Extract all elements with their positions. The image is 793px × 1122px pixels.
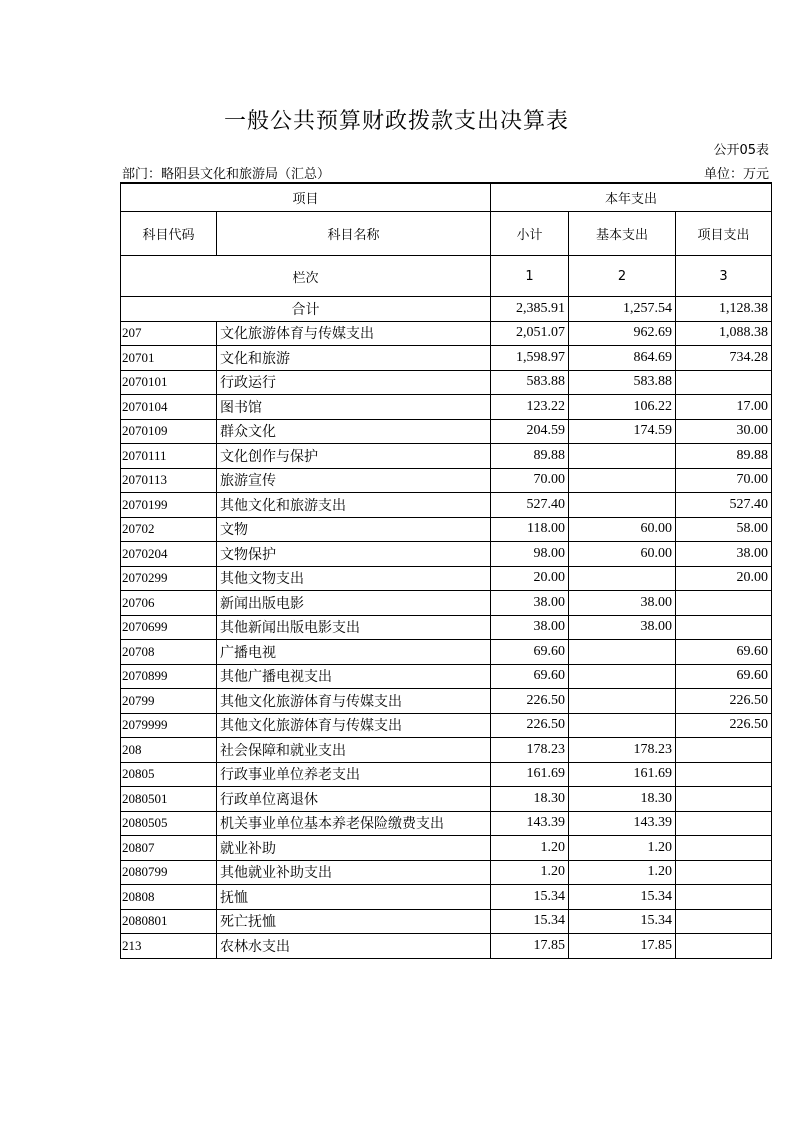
table-row — [121, 762, 772, 787]
row-subtotal: 178.23 — [491, 738, 569, 763]
row-basic — [569, 468, 676, 493]
header-col-3: 3 — [676, 256, 772, 297]
table-row — [121, 664, 772, 689]
row-basic — [569, 640, 676, 665]
row-code: 2070899 — [121, 664, 217, 689]
table-row — [121, 542, 772, 567]
row-code: 2070699 — [121, 615, 217, 640]
table-row — [121, 738, 772, 763]
row-project: 20.00 — [676, 566, 772, 591]
row-subtotal: 1.20 — [491, 836, 569, 861]
row-subtotal: 123.22 — [491, 395, 569, 420]
row-name: 广播电视 — [217, 640, 491, 665]
row-subtotal: 38.00 — [491, 615, 569, 640]
table-row — [121, 836, 772, 861]
row-name: 文物保护 — [217, 542, 491, 567]
table-row — [121, 566, 772, 591]
row-name: 旅游宣传 — [217, 468, 491, 493]
row-project — [676, 615, 772, 640]
table-row — [121, 860, 772, 885]
row-code: 20808 — [121, 885, 217, 910]
row-code: 20708 — [121, 640, 217, 665]
row-code: 2070204 — [121, 542, 217, 567]
row-project — [676, 787, 772, 812]
department-label: 部门：略阳县文化和旅游局（汇总） — [122, 167, 331, 182]
row-subtotal: 226.50 — [491, 713, 569, 738]
row-basic: 161.69 — [569, 762, 676, 787]
row-code: 2080799 — [121, 860, 217, 885]
row-basic: 864.69 — [569, 346, 676, 371]
row-basic: 143.39 — [569, 811, 676, 836]
row-code: 20807 — [121, 836, 217, 861]
row-project — [676, 885, 772, 910]
header-project-expense: 项目支出 — [676, 212, 772, 256]
row-project: 226.50 — [676, 689, 772, 714]
row-basic: 15.34 — [569, 885, 676, 910]
row-name: 文化旅游体育与传媒支出 — [217, 321, 491, 346]
row-name: 行政事业单位养老支出 — [217, 762, 491, 787]
row-project — [676, 762, 772, 787]
table-row — [121, 640, 772, 665]
row-name: 文化创作与保护 — [217, 444, 491, 469]
row-subtotal: 527.40 — [491, 493, 569, 518]
row-project — [676, 860, 772, 885]
row-basic: 38.00 — [569, 615, 676, 640]
header-row-1 — [121, 183, 772, 212]
total-project: 1,128.38 — [676, 297, 772, 322]
row-subtotal: 17.85 — [491, 934, 569, 959]
table-row — [121, 444, 772, 469]
row-code: 2070109 — [121, 419, 217, 444]
row-subtotal: 161.69 — [491, 762, 569, 787]
row-basic: 17.85 — [569, 934, 676, 959]
header-project: 项目 — [121, 183, 491, 212]
row-project: 226.50 — [676, 713, 772, 738]
row-subtotal: 89.88 — [491, 444, 569, 469]
row-code: 2079999 — [121, 713, 217, 738]
header-current-year-expense: 本年支出 — [491, 183, 772, 212]
row-name: 其他文化旅游体育与传媒支出 — [217, 689, 491, 714]
row-code: 2080505 — [121, 811, 217, 836]
row-code: 208 — [121, 738, 217, 763]
table-row — [121, 909, 772, 934]
row-subtotal: 20.00 — [491, 566, 569, 591]
row-name: 群众文化 — [217, 419, 491, 444]
table-row — [121, 370, 772, 395]
row-basic: 174.59 — [569, 419, 676, 444]
row-subtotal: 69.60 — [491, 664, 569, 689]
row-name: 机关事业单位基本养老保险缴费支出 — [217, 811, 491, 836]
row-subtotal: 98.00 — [491, 542, 569, 567]
row-basic — [569, 493, 676, 518]
row-project — [676, 909, 772, 934]
header-row-3 — [121, 256, 772, 297]
row-project: 69.60 — [676, 664, 772, 689]
table-row — [121, 787, 772, 812]
table-row — [121, 615, 772, 640]
row-name: 行政单位离退休 — [217, 787, 491, 812]
row-code: 2070299 — [121, 566, 217, 591]
row-subtotal: 118.00 — [491, 517, 569, 542]
row-basic: 60.00 — [569, 542, 676, 567]
row-basic — [569, 664, 676, 689]
row-basic: 583.88 — [569, 370, 676, 395]
row-code: 20702 — [121, 517, 217, 542]
table-row — [121, 591, 772, 616]
total-row — [121, 297, 772, 322]
row-project: 38.00 — [676, 542, 772, 567]
row-project: 30.00 — [676, 419, 772, 444]
row-code: 2070199 — [121, 493, 217, 518]
row-name: 社会保障和就业支出 — [217, 738, 491, 763]
row-code: 207 — [121, 321, 217, 346]
row-project: 17.00 — [676, 395, 772, 420]
table-row — [121, 493, 772, 518]
row-basic: 1.20 — [569, 836, 676, 861]
row-project: 89.88 — [676, 444, 772, 469]
row-name: 文物 — [217, 517, 491, 542]
table-row — [121, 419, 772, 444]
row-code: 213 — [121, 934, 217, 959]
row-name: 就业补助 — [217, 836, 491, 861]
row-basic — [569, 444, 676, 469]
row-subtotal: 15.34 — [491, 885, 569, 910]
row-name: 行政运行 — [217, 370, 491, 395]
row-name: 其他就业补助支出 — [217, 860, 491, 885]
row-code: 2070111 — [121, 444, 217, 469]
form-number: 公开05表 — [713, 143, 769, 158]
page-title: 一般公共预算财政拨款支出决算表 — [223, 109, 569, 134]
row-subtotal: 204.59 — [491, 419, 569, 444]
row-code: 2080801 — [121, 909, 217, 934]
table-row — [121, 934, 772, 959]
total-subtotal: 2,385.91 — [491, 297, 569, 322]
header-basic: 基本支出 — [569, 212, 676, 256]
row-project: 1,088.38 — [676, 321, 772, 346]
row-project: 734.28 — [676, 346, 772, 371]
expenditure-table — [120, 182, 772, 959]
row-name: 其他新闻出版电影支出 — [217, 615, 491, 640]
row-name: 死亡抚恤 — [217, 909, 491, 934]
row-basic — [569, 566, 676, 591]
row-subtotal: 143.39 — [491, 811, 569, 836]
row-code: 2080501 — [121, 787, 217, 812]
row-name: 图书馆 — [217, 395, 491, 420]
row-project — [676, 738, 772, 763]
header-code: 科目代码 — [121, 212, 217, 256]
table-row — [121, 321, 772, 346]
row-subtotal: 226.50 — [491, 689, 569, 714]
row-name: 农林水支出 — [217, 934, 491, 959]
table-row — [121, 811, 772, 836]
total-basic: 1,257.54 — [569, 297, 676, 322]
row-basic: 15.34 — [569, 909, 676, 934]
row-subtotal: 583.88 — [491, 370, 569, 395]
header-col-2: 2 — [569, 256, 676, 297]
row-code: 20799 — [121, 689, 217, 714]
row-project: 58.00 — [676, 517, 772, 542]
row-code: 20805 — [121, 762, 217, 787]
row-basic: 1.20 — [569, 860, 676, 885]
row-basic: 60.00 — [569, 517, 676, 542]
table-row — [121, 689, 772, 714]
row-code: 20706 — [121, 591, 217, 616]
row-project — [676, 811, 772, 836]
row-name: 文化和旅游 — [217, 346, 491, 371]
row-basic: 178.23 — [569, 738, 676, 763]
row-basic: 106.22 — [569, 395, 676, 420]
row-subtotal: 18.30 — [491, 787, 569, 812]
row-code: 2070113 — [121, 468, 217, 493]
row-subtotal: 70.00 — [491, 468, 569, 493]
row-project — [676, 836, 772, 861]
row-basic — [569, 689, 676, 714]
total-label: 合计 — [121, 297, 491, 322]
row-project: 70.00 — [676, 468, 772, 493]
row-subtotal: 38.00 — [491, 591, 569, 616]
row-project: 527.40 — [676, 493, 772, 518]
row-subtotal: 69.60 — [491, 640, 569, 665]
table-row — [121, 395, 772, 420]
row-project — [676, 934, 772, 959]
header-subtotal: 小计 — [491, 212, 569, 256]
row-subtotal: 1,598.97 — [491, 346, 569, 371]
table-row — [121, 346, 772, 371]
table-row — [121, 885, 772, 910]
row-name: 新闻出版电影 — [217, 591, 491, 616]
table-row — [121, 517, 772, 542]
header-row-2 — [121, 212, 772, 256]
row-code: 20701 — [121, 346, 217, 371]
unit-label: 单位：万元 — [703, 167, 769, 182]
row-basic: 962.69 — [569, 321, 676, 346]
row-name: 其他文化和旅游支出 — [217, 493, 491, 518]
header-name: 科目名称 — [217, 212, 491, 256]
row-basic — [569, 713, 676, 738]
row-name: 其他文化旅游体育与传媒支出 — [217, 713, 491, 738]
header-col-1: 1 — [491, 256, 569, 297]
row-project — [676, 591, 772, 616]
row-name: 抚恤 — [217, 885, 491, 910]
row-code: 2070104 — [121, 395, 217, 420]
row-subtotal: 15.34 — [491, 909, 569, 934]
row-basic: 18.30 — [569, 787, 676, 812]
header-column-label: 栏次 — [121, 256, 491, 297]
row-project: 69.60 — [676, 640, 772, 665]
row-subtotal: 2,051.07 — [491, 321, 569, 346]
row-name: 其他文物支出 — [217, 566, 491, 591]
row-project — [676, 370, 772, 395]
row-name: 其他广播电视支出 — [217, 664, 491, 689]
row-code: 2070101 — [121, 370, 217, 395]
table-row — [121, 468, 772, 493]
row-basic: 38.00 — [569, 591, 676, 616]
table-row — [121, 713, 772, 738]
row-subtotal: 1.20 — [491, 860, 569, 885]
